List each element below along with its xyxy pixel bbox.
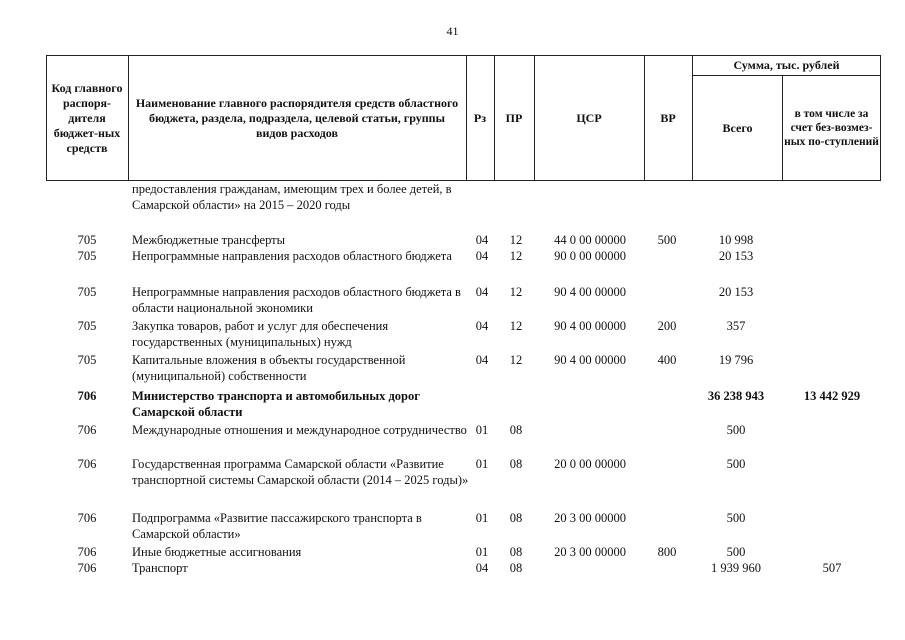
cell-total: 1 939 960 (711, 561, 761, 575)
col-divider (782, 75, 783, 181)
cell-free: 13 442 929 (803, 389, 861, 403)
header-vr: ВР (660, 110, 676, 125)
page-number: 41 (446, 24, 459, 38)
header-sum: Сумма, тыс. рублей (733, 58, 840, 72)
header-total: Всего (722, 120, 753, 135)
cell-pr: 08 (509, 561, 523, 575)
cell-name: предоставления гражданам, имеющим трех и более детей, в Самарской области» на 2015 – 2020 годы (132, 182, 452, 212)
cell-rz: 01 (475, 545, 489, 559)
cell-name: Международные отношения и международное сотрудничество (132, 423, 467, 437)
cell-csr: 44 0 00 00000 (554, 233, 626, 247)
cell-code: 706 (77, 545, 97, 559)
header-rz: Рз (473, 110, 487, 125)
cell-total: 36 238 943 (707, 389, 765, 403)
cell-name: Иные бюджетные ассигнования (132, 545, 302, 559)
cell-code: 705 (77, 353, 97, 367)
cell-pr: 12 (509, 285, 523, 299)
cell-code: 705 (77, 285, 97, 299)
cell-pr: 12 (509, 249, 523, 263)
cell-code: 706 (77, 457, 97, 471)
cell-total: 500 (726, 423, 746, 437)
cell-total: 500 (726, 457, 746, 471)
cell-total: 500 (726, 511, 746, 525)
cell-csr: 20 3 00 00000 (554, 545, 626, 559)
cell-csr: 90 0 00 00000 (554, 249, 626, 263)
cell-rz: 04 (475, 319, 489, 333)
cell-pr: 12 (509, 233, 523, 247)
cell-free: 507 (822, 561, 842, 575)
cell-name: Капитальные вложения в объекты государственной (муниципальной) собственности (132, 353, 406, 383)
cell-code: 705 (77, 319, 97, 333)
cell-pr: 08 (509, 457, 523, 471)
cell-pr: 08 (509, 545, 523, 559)
header-pr: ПР (505, 110, 523, 125)
cell-rz: 01 (475, 457, 489, 471)
cell-name: Непрограммные направления расходов областного бюджета (132, 249, 452, 263)
cell-rz: 04 (475, 285, 489, 299)
cell-csr: 20 3 00 00000 (554, 511, 626, 525)
cell-csr: 90 4 00 00000 (554, 319, 626, 333)
cell-pr: 12 (509, 353, 523, 367)
cell-vr: 200 (657, 319, 677, 333)
cell-pr: 12 (509, 319, 523, 333)
cell-code: 706 (77, 389, 97, 403)
col-divider (128, 55, 129, 181)
cell-rz: 04 (475, 353, 489, 367)
cell-rz: 01 (475, 423, 489, 437)
cell-name: Министерство транспорта и автомобильных дорог Самарской области (132, 389, 420, 419)
cell-rz: 01 (475, 511, 489, 525)
cell-name: Подпрограмма «Развитие пассажирского транспорта в Самарской области» (132, 511, 422, 541)
cell-rz: 04 (475, 249, 489, 263)
header-name: Наименование главного распорядителя средств областного бюджета, раздела, подраздела, целевой статьи, группы видов расходов (135, 95, 459, 140)
cell-rz: 04 (475, 561, 489, 575)
cell-csr: 90 4 00 00000 (554, 353, 626, 367)
cell-total: 500 (726, 545, 746, 559)
col-divider (46, 55, 47, 181)
cell-code: 706 (77, 511, 97, 525)
cell-name: Непрограммные направления расходов областного бюджета в области национальной экономики (132, 285, 461, 315)
header-free: в том числе за счет без-возмез-ных по-ступлений (784, 108, 879, 148)
cell-name: Государственная программа Самарской области «Развитие транспортной системы Самарской области (2014 – 2025 годы)» (132, 457, 469, 487)
cell-total: 19 796 (718, 353, 754, 367)
cell-name: Межбюджетные трансферты (132, 233, 286, 247)
header-csr: ЦСР (576, 110, 602, 125)
cell-code: 706 (77, 561, 97, 575)
cell-total: 10 998 (718, 233, 754, 247)
cell-vr: 500 (657, 233, 677, 247)
cell-name: Транспорт (132, 561, 188, 575)
header-code: Код главного распоря-дителя бюджет-ных средств (51, 80, 123, 155)
table-header (46, 55, 880, 181)
cell-code: 705 (77, 249, 97, 263)
cell-total: 20 153 (718, 249, 754, 263)
cell-rz: 04 (475, 233, 489, 247)
col-divider (880, 55, 881, 181)
cell-code: 705 (77, 233, 97, 247)
cell-csr: 90 4 00 00000 (554, 285, 626, 299)
cell-vr: 400 (657, 353, 677, 367)
cell-vr: 800 (657, 545, 677, 559)
header-bottom-border (46, 180, 880, 181)
cell-pr: 08 (509, 511, 523, 525)
cell-pr: 08 (509, 423, 523, 437)
cell-name: Закупка товаров, работ и услуг для обеспечения государственных (муниципальных) нужд (132, 319, 389, 349)
cell-csr: 20 0 00 00000 (554, 457, 626, 471)
cell-total: 20 153 (718, 285, 754, 299)
cell-code: 706 (77, 423, 97, 437)
cell-total: 357 (726, 319, 746, 333)
